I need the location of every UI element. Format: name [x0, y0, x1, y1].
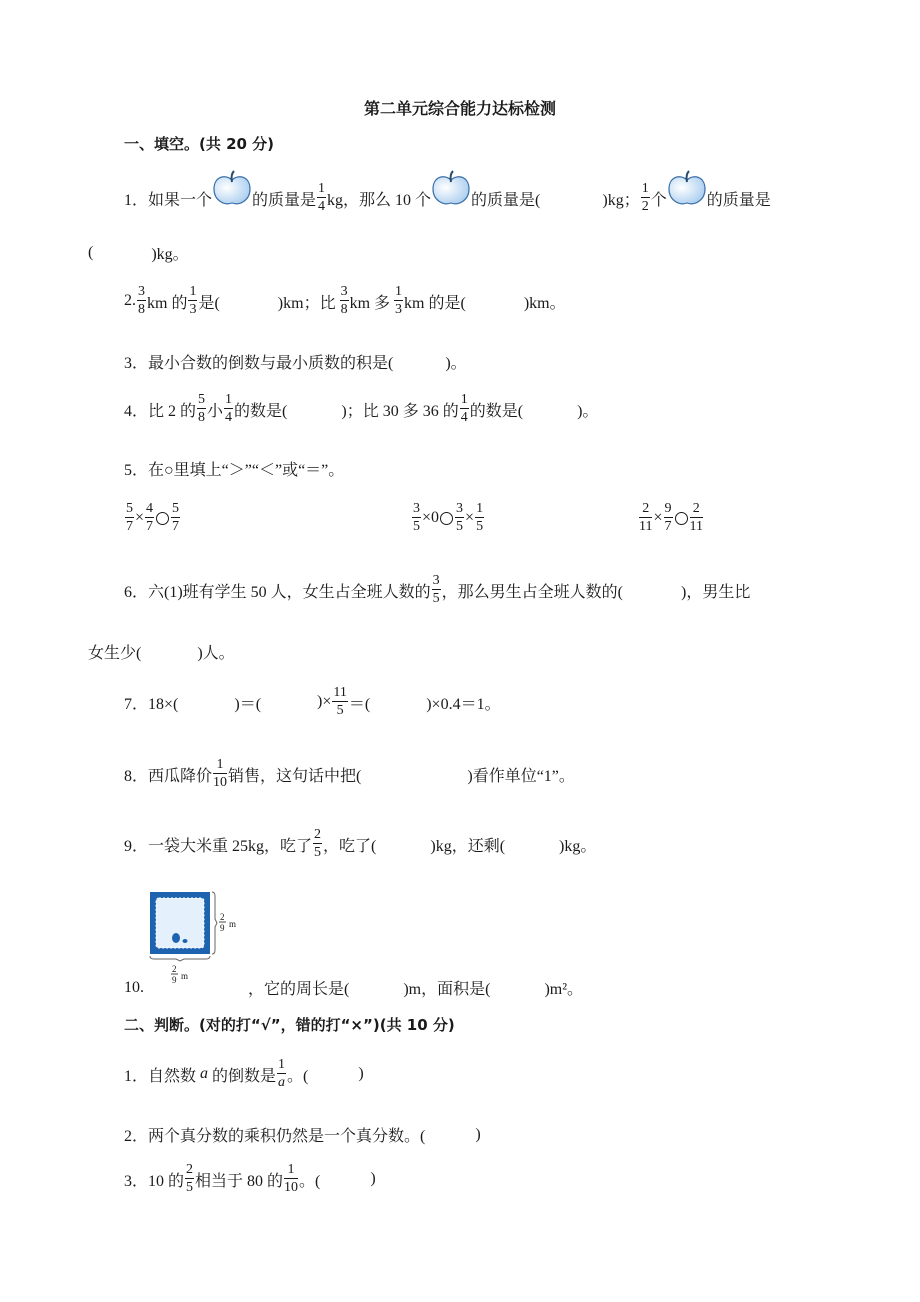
- text: )kg，还剩(: [430, 837, 506, 855]
- text: (: [88, 243, 94, 261]
- text: 的倒数是: [212, 1067, 277, 1085]
- text: 5．在○里填上“＞”“＜”或“＝”。: [124, 462, 345, 479]
- text: 8．西瓜降价: [124, 767, 213, 785]
- apple-icon: [431, 170, 471, 210]
- text: )kg；: [602, 191, 640, 209]
- operator: ×: [653, 509, 663, 526]
- fraction: $\frac{5}{7}$: [172, 501, 180, 534]
- fraction: $\frac{9}{7}$: [664, 501, 672, 534]
- svg-text:m: m: [229, 919, 237, 929]
- text: 的质量是: [252, 191, 317, 209]
- fraction: $\frac{3}{5}$: [413, 501, 420, 534]
- text: 1．如果一个: [124, 191, 213, 209]
- fraction: $\frac{3}{8}$: [138, 284, 145, 317]
- question-1-9: [124, 828, 596, 860]
- question-2-1: [124, 1058, 364, 1090]
- text: km 多: [349, 294, 391, 312]
- fraction: $\frac{2}{11}$: [639, 501, 653, 534]
- fraction: $\frac{1}{a}$: [278, 1057, 286, 1090]
- svg-text:m: m: [181, 971, 189, 981]
- question-2-2: [124, 1123, 481, 1146]
- operator: ×: [465, 509, 475, 526]
- text: km 的: [147, 294, 188, 312]
- compare-circle-blank[interactable]: [440, 512, 453, 525]
- text: 6．六(1)班有学生 50 人，女生占全班人数的: [124, 583, 431, 601]
- text: km 的是(: [404, 294, 466, 312]
- compare-expression-2: [411, 502, 485, 534]
- text: 4．比 2 的: [124, 402, 197, 420]
- fraction: $\frac{11}{5}$: [333, 685, 347, 718]
- svg-text:9: 9: [172, 975, 177, 985]
- compare-circle-blank[interactable]: [156, 512, 169, 525]
- operator: ×: [135, 509, 145, 526]
- text: )。: [577, 402, 599, 420]
- compare-circle-blank[interactable]: [675, 512, 688, 525]
- section-heading-fill-blank: 一、填空。(共 20 分): [124, 135, 275, 153]
- text: )。: [445, 355, 467, 372]
- text: 的数是(: [469, 402, 524, 420]
- text: 2．两个真分数的乘积仍然是一个真分数。(: [124, 1128, 426, 1145]
- text: )＝(: [234, 695, 262, 713]
- text: )kg。: [151, 246, 189, 263]
- text: )m²。: [544, 981, 584, 998]
- text: 。(: [287, 1067, 309, 1085]
- text: )×0.4＝1。: [426, 695, 501, 713]
- fraction: $\frac{1}{2}$: [641, 181, 649, 214]
- fraction: $\frac{3}{8}$: [340, 284, 348, 317]
- text: 。(: [299, 1172, 321, 1190]
- compare-expression-3: [638, 502, 704, 534]
- question-1-1: [124, 178, 771, 218]
- section-heading-true-false: 二、判断。(对的打“√”，错的打“×”)(共 10 分): [124, 1016, 455, 1034]
- fraction: $\frac{5}{8}$: [198, 392, 206, 425]
- text: )m，面积是(: [403, 981, 491, 998]
- text: )kg。: [559, 837, 597, 855]
- question-1-2: [124, 285, 566, 317]
- text: ): [475, 1125, 481, 1143]
- apple-icon: [667, 170, 707, 210]
- fraction: $\frac{1}{4}$: [318, 181, 326, 214]
- question-1-5: [124, 457, 344, 480]
- question-1-1-cont: [88, 241, 189, 264]
- question-1-4: [124, 393, 598, 425]
- fraction: $\frac{1}{10}$: [284, 1162, 299, 1195]
- text: 9．一袋大米重 25kg，吃了: [124, 837, 313, 855]
- text: ，吃了(: [323, 837, 377, 855]
- text: 女生少(: [88, 645, 142, 662]
- text: 相当于 80 的: [195, 1172, 284, 1190]
- fraction: $\frac{2}{11}$: [689, 501, 703, 534]
- text: 小: [207, 402, 224, 420]
- text: 的质量是(: [471, 191, 541, 209]
- text: 7．18×(: [124, 695, 179, 713]
- text: 3．10 的: [124, 1172, 185, 1190]
- question-1-3: [124, 350, 467, 373]
- text: ): [370, 1170, 376, 1187]
- text: 2.: [124, 292, 136, 309]
- question-1-7: [124, 686, 501, 718]
- text: ，它的周长是(: [248, 981, 350, 998]
- fraction: $\frac{2}{5}$: [314, 827, 322, 860]
- text: 是(: [198, 294, 220, 312]
- fraction: $\frac{3}{5}$: [432, 573, 440, 606]
- text: 销售，这句话中把(: [228, 767, 362, 785]
- fraction: $\frac{4}{7}$: [146, 501, 154, 534]
- text: )km；比: [277, 294, 336, 312]
- apple-icon: [212, 170, 252, 210]
- svg-text:2: 2: [172, 964, 177, 974]
- page-title: 第二单元综合能力达标检测: [363, 99, 556, 118]
- fraction: $\frac{1}{5}$: [476, 501, 484, 534]
- text: ): [358, 1065, 364, 1082]
- svg-text:2: 2: [220, 912, 225, 922]
- text: )人。: [197, 645, 235, 662]
- fraction: $\frac{3}{5}$: [456, 501, 464, 534]
- fraction: $\frac{1}{4}$: [225, 392, 233, 425]
- text: 的数是(: [234, 402, 288, 420]
- text: kg，那么 10 个: [327, 191, 432, 209]
- fraction: $\frac{1}{3}$: [395, 284, 403, 317]
- question-2-3: [124, 1163, 376, 1195]
- text: )看作单位“1”。: [467, 767, 575, 785]
- question-1-10: [124, 976, 583, 999]
- compare-expression-1: [124, 502, 181, 534]
- svg-text:9: 9: [220, 923, 225, 933]
- text: 个: [650, 191, 667, 209]
- text: )，男生比: [681, 583, 751, 601]
- text: 10.: [124, 978, 144, 996]
- variable: a: [200, 1065, 209, 1082]
- operator: ×0: [422, 509, 440, 526]
- text: )×: [317, 693, 332, 710]
- text: )；比 30 多 36 的: [341, 402, 459, 420]
- fraction: $\frac{1}{10}$: [213, 757, 228, 790]
- text: 的质量是: [706, 191, 771, 209]
- fraction: $\frac{5}{7}$: [126, 501, 133, 534]
- text: )km。: [523, 294, 566, 312]
- question-1-6-cont: [88, 640, 235, 663]
- fraction: $\frac{1}{4}$: [460, 392, 468, 425]
- text: 3．最小合数的倒数与最小质数的积是(: [124, 355, 394, 372]
- text: 1．自然数: [124, 1067, 197, 1085]
- question-1-6: [124, 574, 750, 606]
- fraction: $\frac{1}{3}$: [189, 284, 197, 317]
- question-1-8: [124, 758, 575, 790]
- text: ＝(: [348, 695, 371, 713]
- fraction: $\frac{2}{5}$: [186, 1162, 194, 1195]
- text: ，那么男生占全班人数的(: [441, 583, 624, 601]
